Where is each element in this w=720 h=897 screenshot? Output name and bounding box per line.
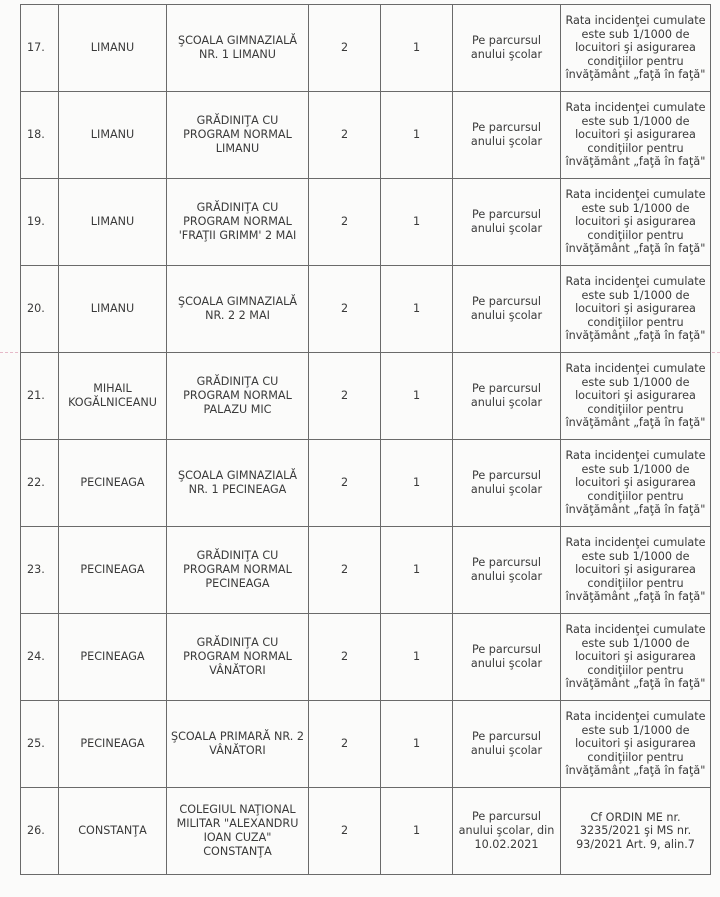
period-cell: Pe parcursul anului şcolar xyxy=(453,179,561,266)
period-cell: Pe parcursul anului şcolar xyxy=(453,353,561,440)
table-row xyxy=(21,353,711,440)
period-cell: Pe parcursul anului şcolar xyxy=(453,614,561,701)
count-cell-a: 2 xyxy=(309,701,381,788)
locality-cell: LIMANU xyxy=(59,92,167,179)
locality-cell: LIMANU xyxy=(59,266,167,353)
count-cell-b: 1 xyxy=(381,527,453,614)
count-cell-a: 2 xyxy=(309,179,381,266)
row-number: 25. xyxy=(21,701,59,788)
period-cell: Pe parcursul anului şcolar, din 10.02.2021 xyxy=(453,788,561,875)
school-name-cell: ŞCOALA GIMNAZIALĂ NR. 1 PECINEAGA xyxy=(167,440,309,527)
count-cell-a: 2 xyxy=(309,440,381,527)
count-cell-a: 2 xyxy=(309,353,381,440)
count-cell-b: 1 xyxy=(381,266,453,353)
conditions-cell: Rata incidenţei cumulate este sub 1/1000 de locuitori şi asigurarea condiţiilor pentru învăţământ „faţă în faţă" xyxy=(561,179,711,266)
school-name-cell: ŞCOALA PRIMARĂ NR. 2 VÂNĂTORI xyxy=(167,701,309,788)
count-cell-a: 2 xyxy=(309,614,381,701)
row-number: 20. xyxy=(21,266,59,353)
row-number: 19. xyxy=(21,179,59,266)
school-name-cell: GRĂDINIŢA CU PROGRAM NORMAL LIMANU xyxy=(167,92,309,179)
count-cell-b: 1 xyxy=(381,788,453,875)
row-number: 23. xyxy=(21,527,59,614)
table-row xyxy=(21,179,711,266)
conditions-cell: Rata incidenţei cumulate este sub 1/1000 de locuitori şi asigurarea condiţiilor pentru învăţământ „faţă în faţă" xyxy=(561,92,711,179)
row-number: 17. xyxy=(21,5,59,92)
period-cell: Pe parcursul anului şcolar xyxy=(453,440,561,527)
table-row xyxy=(21,527,711,614)
school-name-cell: COLEGIUL NAŢIONAL MILITAR "ALEXANDRU IOAN CUZA" CONSTANŢA xyxy=(167,788,309,875)
table-row xyxy=(21,440,711,527)
row-number: 24. xyxy=(21,614,59,701)
locality-cell: LIMANU xyxy=(59,5,167,92)
table-row xyxy=(21,701,711,788)
count-cell-a: 2 xyxy=(309,788,381,875)
conditions-cell: Rata incidenţei cumulate este sub 1/1000 de locuitori şi asigurarea condiţiilor pentru învăţământ „faţă în faţă" xyxy=(561,353,711,440)
table-row xyxy=(21,788,711,875)
locality-cell: PECINEAGA xyxy=(59,440,167,527)
school-name-cell: GRĂDINIŢA CU PROGRAM NORMAL 'FRAŢII GRIMM' 2 MAI xyxy=(167,179,309,266)
row-number: 26. xyxy=(21,788,59,875)
conditions-cell: Rata incidenţei cumulate este sub 1/1000 de locuitori şi asigurarea condiţiilor pentru învăţământ „faţă în faţă" xyxy=(561,614,711,701)
school-name-cell: GRĂDINIŢA CU PROGRAM NORMAL PALAZU MIC xyxy=(167,353,309,440)
count-cell-b: 1 xyxy=(381,614,453,701)
count-cell-a: 2 xyxy=(309,266,381,353)
count-cell-b: 1 xyxy=(381,5,453,92)
conditions-cell: Rata incidenţei cumulate este sub 1/1000 de locuitori şi asigurarea condiţiilor pentru învăţământ „faţă în faţă" xyxy=(561,266,711,353)
period-cell: Pe parcursul anului şcolar xyxy=(453,5,561,92)
table-row xyxy=(21,5,711,92)
count-cell-b: 1 xyxy=(381,440,453,527)
table-row xyxy=(21,614,711,701)
school-name-cell: GRĂDINIŢA CU PROGRAM NORMAL PECINEAGA xyxy=(167,527,309,614)
count-cell-a: 2 xyxy=(309,5,381,92)
count-cell-b: 1 xyxy=(381,179,453,266)
table-row xyxy=(21,266,711,353)
count-cell-b: 1 xyxy=(381,701,453,788)
row-number: 18. xyxy=(21,92,59,179)
row-number: 22. xyxy=(21,440,59,527)
school-name-cell: ŞCOALA GIMNAZIALĂ NR. 2 2 MAI xyxy=(167,266,309,353)
period-cell: Pe parcursul anului şcolar xyxy=(453,92,561,179)
schools-table xyxy=(20,4,711,875)
conditions-cell: Rata incidenţei cumulate este sub 1/1000 de locuitori şi asigurarea condiţiilor pentru învăţământ „faţă în faţă" xyxy=(561,701,711,788)
count-cell-b: 1 xyxy=(381,92,453,179)
count-cell-a: 2 xyxy=(309,527,381,614)
locality-cell: PECINEAGA xyxy=(59,614,167,701)
locality-cell: PECINEAGA xyxy=(59,701,167,788)
locality-cell: LIMANU xyxy=(59,179,167,266)
conditions-cell: Rata incidenţei cumulate este sub 1/1000 de locuitori şi asigurarea condiţiilor pentru învăţământ „faţă în faţă" xyxy=(561,440,711,527)
period-cell: Pe parcursul anului şcolar xyxy=(453,701,561,788)
school-name-cell: ŞCOALA GIMNAZIALĂ NR. 1 LIMANU xyxy=(167,5,309,92)
row-number: 21. xyxy=(21,353,59,440)
period-cell: Pe parcursul anului şcolar xyxy=(453,266,561,353)
period-cell: Pe parcursul anului şcolar xyxy=(453,527,561,614)
conditions-cell: Cf ORDIN ME nr. 3235/2021 şi MS nr. 93/2021 Art. 9, alin.7 xyxy=(561,788,711,875)
count-cell-a: 2 xyxy=(309,92,381,179)
school-name-cell: GRĂDINIŢA CU PROGRAM NORMAL VÂNĂTORI xyxy=(167,614,309,701)
table-row xyxy=(21,92,711,179)
conditions-cell: Rata incidenţei cumulate este sub 1/1000 de locuitori şi asigurarea condiţiilor pentru învăţământ „faţă în faţă" xyxy=(561,5,711,92)
conditions-cell: Rata incidenţei cumulate este sub 1/1000 de locuitori şi asigurarea condiţiilor pentru învăţământ „faţă în faţă" xyxy=(561,527,711,614)
locality-cell: CONSTANŢA xyxy=(59,788,167,875)
locality-cell: PECINEAGA xyxy=(59,527,167,614)
count-cell-b: 1 xyxy=(381,353,453,440)
locality-cell: MIHAIL KOGĂLNICEANU xyxy=(59,353,167,440)
